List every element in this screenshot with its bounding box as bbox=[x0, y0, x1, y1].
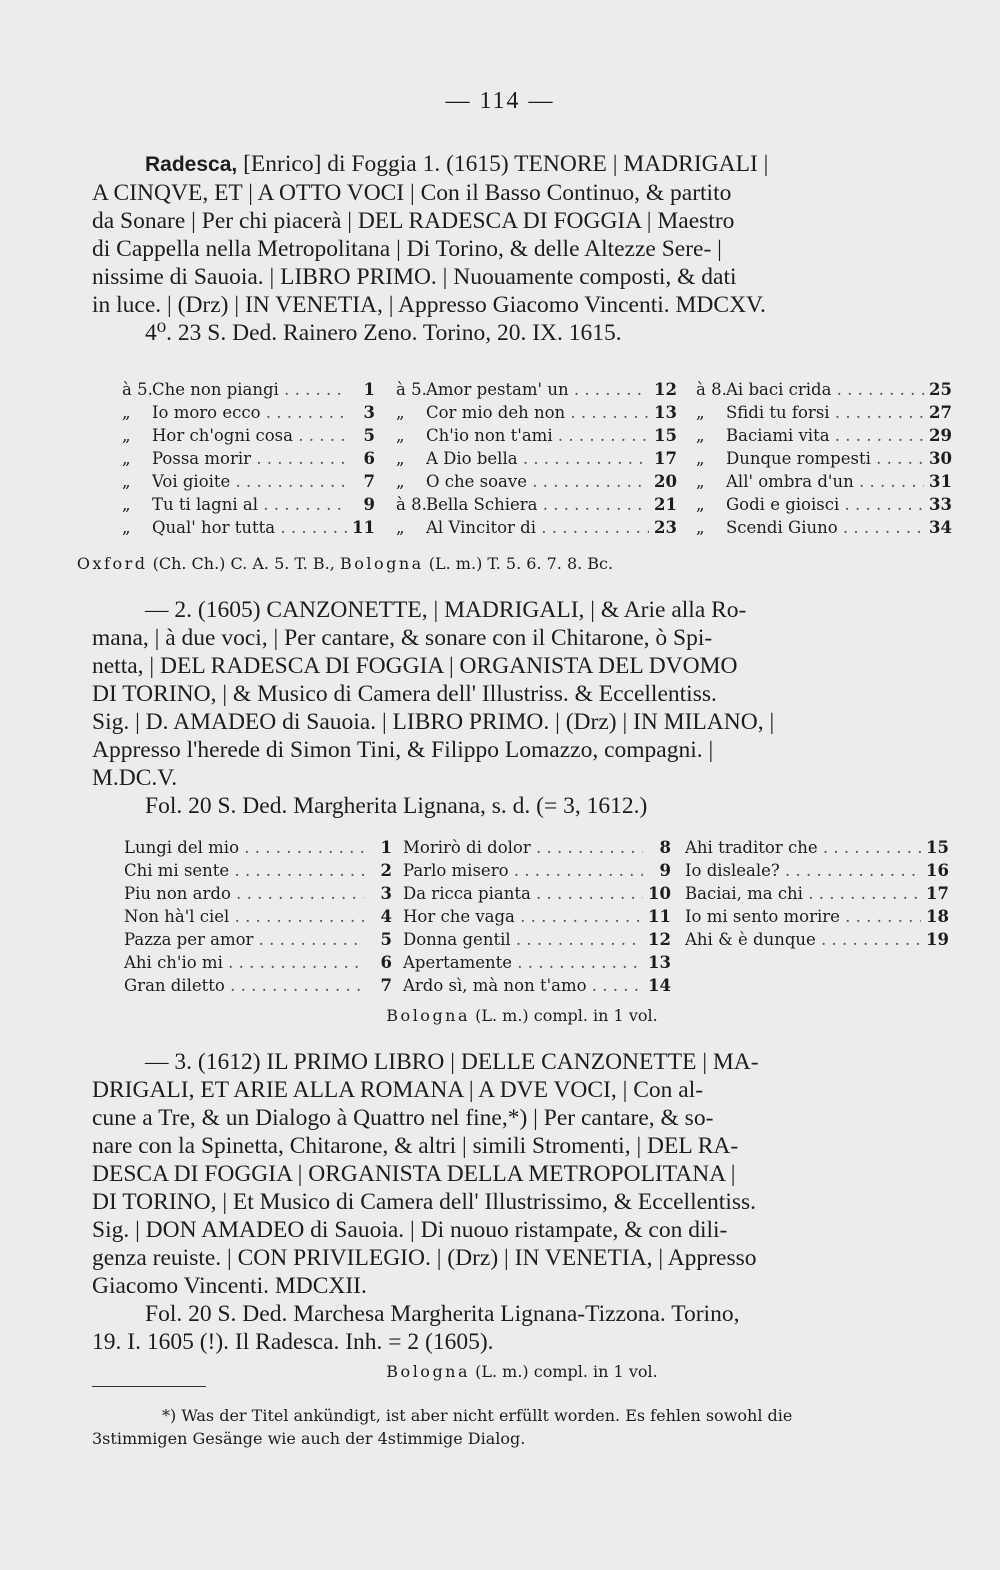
entry-1-contents-col-1 bbox=[122, 378, 375, 539]
entry-2-description bbox=[92, 596, 950, 820]
list-item: „ Baciami vita . . . 29 bbox=[696, 424, 952, 447]
entry-1-line: da Sonare | Per chi piacerà | DEL RADESCA DI FOGGIA | Maestro bbox=[92, 208, 735, 234]
list-item: Baciai, ma chi . . . 17 bbox=[685, 882, 949, 905]
entry-2-line: mana, | à due voci, | Per cantare, & sonare con il Chitarone, ò Spi- bbox=[92, 625, 713, 651]
entry-3-line: nare con la Spinetta, Chitarone, & altri | simili Stromenti, | DEL RA- bbox=[92, 1133, 739, 1159]
list-item: Donna gentil . . . 12 bbox=[403, 928, 671, 951]
list-item: Ahi ch'io mi . . . 6 bbox=[124, 951, 392, 974]
entry-3-line: genza reuiste. | CON PRIVILEGIO. | (Drz) | IN VENETIA, | Appresso bbox=[92, 1245, 757, 1271]
entry-2-holdings: Bologna (L. m.) compl. in 1 vol. bbox=[386, 1006, 658, 1025]
list-item: Apertamente . . . 13 bbox=[403, 951, 671, 974]
list-item: Chi mi sente . . . 2 bbox=[124, 859, 392, 882]
list-item: „ Io moro ecco . . . 3 bbox=[122, 401, 375, 424]
list-item: Pazza per amor . . . 5 bbox=[124, 928, 392, 951]
list-item: „ Possa morir . . . 6 bbox=[122, 447, 375, 470]
entry-3-line: DRIGALI, ET ARIE ALLA ROMANA | A DVE VOCI, | Con al- bbox=[92, 1077, 704, 1103]
entry-2-line: DI TORINO, | & Musico di Camera dell' Illustriss. & Eccellentiss. bbox=[92, 681, 717, 707]
entry-3-line: Giacomo Vincenti. MDCXII. bbox=[92, 1273, 367, 1299]
list-item: Lungi del mio . . . 1 bbox=[124, 836, 392, 859]
list-item: Morirò di dolor . . . 8 bbox=[403, 836, 671, 859]
list-item: „ All' ombra d'un . . . 31 bbox=[696, 470, 952, 493]
entry-1-line: A CINQVE, ET | A OTTO VOCI | Con il Basso Continuo, & partito bbox=[92, 180, 732, 206]
entry-3-line: 19. I. 1605 (!). Il Radesca. Inh. = 2 (1605). bbox=[92, 1329, 494, 1355]
list-item: Da ricca pianta . . . 10 bbox=[403, 882, 671, 905]
page-number: — 114 — bbox=[445, 88, 555, 114]
entry-2-line: M.DC.V. bbox=[92, 765, 178, 791]
entry-2-contents-col-2 bbox=[403, 836, 671, 997]
list-item: Ardo sì, mà non t'amo . . . 14 bbox=[403, 974, 671, 997]
list-item: à 5. Amor pestam' un . . . 12 bbox=[396, 378, 677, 401]
entry-2-line: Sig. | D. AMADEO di Sauoia. | LIBRO PRIMO. | (Drz) | IN MILANO, | bbox=[92, 709, 775, 735]
entry-1-contents-col-3 bbox=[696, 378, 952, 539]
list-item: Io disleale? . . . 16 bbox=[685, 859, 949, 882]
footnote-line: *) Was der Titel ankündigt, ist aber nicht erfüllt worden. Es fehlen sowohl die bbox=[162, 1406, 793, 1425]
list-item: Gran diletto . . . 7 bbox=[124, 974, 392, 997]
entry-3-line: — 3. (1612) IL PRIMO LIBRO | DELLE CANZONETTE | MA- bbox=[145, 1049, 759, 1075]
entry-3-line: DESCA DI FOGGIA | ORGANISTA DELLA METROPOLITANA | bbox=[92, 1161, 736, 1187]
entry-1-description bbox=[92, 150, 950, 347]
entry-2-line: — 2. (1605) CANZONETTE, | MADRIGALI, | & Arie alla Ro- bbox=[145, 597, 747, 623]
footnote-divider bbox=[92, 1386, 206, 1387]
entry-1-holdings: Oxford (Ch. Ch.) C. A. 5. T. B., Bologna (L. m.) T. 5. 6. 7. 8. Bc. bbox=[76, 554, 614, 573]
author-name: Radesca, bbox=[145, 153, 238, 176]
list-item: „ Hor ch'ogni cosa . . . 5 bbox=[122, 424, 375, 447]
entry-2-contents-col-3 bbox=[685, 836, 949, 951]
list-item: Io mi sento morire . . . 18 bbox=[685, 905, 949, 928]
list-item: „ O che soave . . . 20 bbox=[396, 470, 677, 493]
list-item: „ Sfidi tu forsi . . . 27 bbox=[696, 401, 952, 424]
list-item: „ Tu ti lagni al . . . 9 bbox=[122, 493, 375, 516]
entry-1-line: 4⁰. 23 S. Ded. Rainero Zeno. Torino, 20. IX. 1615. bbox=[145, 320, 622, 346]
list-item: „ Cor mio deh non . . . 13 bbox=[396, 401, 677, 424]
entry-2-line: Appresso l'herede di Simon Tini, & Filippo Lomazzo, compagni. | bbox=[92, 737, 714, 763]
list-item: Ahi & è dunque . . . 19 bbox=[685, 928, 949, 951]
list-item: „ Scendi Giuno . . . 34 bbox=[696, 516, 952, 539]
entry-1-line: di Cappella nella Metropolitana | Di Torino, & delle Altezze Sere- | bbox=[92, 236, 722, 262]
entry-1-line: Radesca, [Enrico] di Foggia 1. (1615) TENORE | MADRIGALI | bbox=[145, 151, 769, 177]
list-item: Non hà'l ciel . . . 4 bbox=[124, 905, 392, 928]
entry-1-line: in luce. | (Drz) | IN VENETIA, | Appresso Giacomo Vincenti. MDCXV. bbox=[92, 292, 766, 318]
list-item: à 8. Ai baci crida . . . 25 bbox=[696, 378, 952, 401]
entry-3-holdings: Bologna (L. m.) compl. in 1 vol. bbox=[386, 1362, 658, 1381]
entry-2-contents-col-1 bbox=[124, 836, 392, 997]
list-item: „ Ch'io non t'ami . . . 15 bbox=[396, 424, 677, 447]
list-item: Piu non ardo . . . 3 bbox=[124, 882, 392, 905]
list-item: „ Godi e gioisci . . . 33 bbox=[696, 493, 952, 516]
entry-2-line: Fol. 20 S. Ded. Margherita Lignana, s. d. (= 3, 1612.) bbox=[145, 793, 648, 819]
list-item: „ Qual' hor tutta . . . 11 bbox=[122, 516, 375, 539]
list-item: „ Dunque rompesti . . . 30 bbox=[696, 447, 952, 470]
list-item: à 8. Bella Schiera . . . 21 bbox=[396, 493, 677, 516]
entry-3-line: Sig. | DON AMADEO di Sauoia. | Di nuouo ristampate, & con dili- bbox=[92, 1217, 728, 1243]
list-item: „ A Dio bella . . . 17 bbox=[396, 447, 677, 470]
entry-2-line: netta, | DEL RADESCA DI FOGGIA | ORGANISTA DEL DVOMO bbox=[92, 653, 738, 679]
entry-3-line: cune a Tre, & un Dialogo à Quattro nel fine,*) | Per cantare, & so- bbox=[92, 1105, 714, 1131]
footnote-line: 3stimmigen Gesänge wie auch der 4stimmige Dialog. bbox=[92, 1429, 526, 1448]
entry-1-line: nissime di Sauoia. | LIBRO PRIMO. | Nuouamente composti, & dati bbox=[92, 264, 737, 290]
entry-3-line: DI TORINO, | Et Musico di Camera dell' Illustrissimo, & Eccellentiss. bbox=[92, 1189, 757, 1215]
entry-1-contents-col-2 bbox=[396, 378, 677, 539]
entry-3-description bbox=[92, 1048, 950, 1356]
list-item: à 5. Che non piangi . . . 1 bbox=[122, 378, 375, 401]
list-item: Ahi traditor che . . . 15 bbox=[685, 836, 949, 859]
list-item: „ Al Vincitor di . . . 23 bbox=[396, 516, 677, 539]
list-item: Parlo misero . . . 9 bbox=[403, 859, 671, 882]
footnote bbox=[92, 1404, 950, 1450]
list-item: „ Voi gioite . . . 7 bbox=[122, 470, 375, 493]
list-item: Hor che vaga . . . 11 bbox=[403, 905, 671, 928]
entry-3-line: Fol. 20 S. Ded. Marchesa Margherita Lignana-Tizzona. Torino, bbox=[145, 1301, 740, 1327]
